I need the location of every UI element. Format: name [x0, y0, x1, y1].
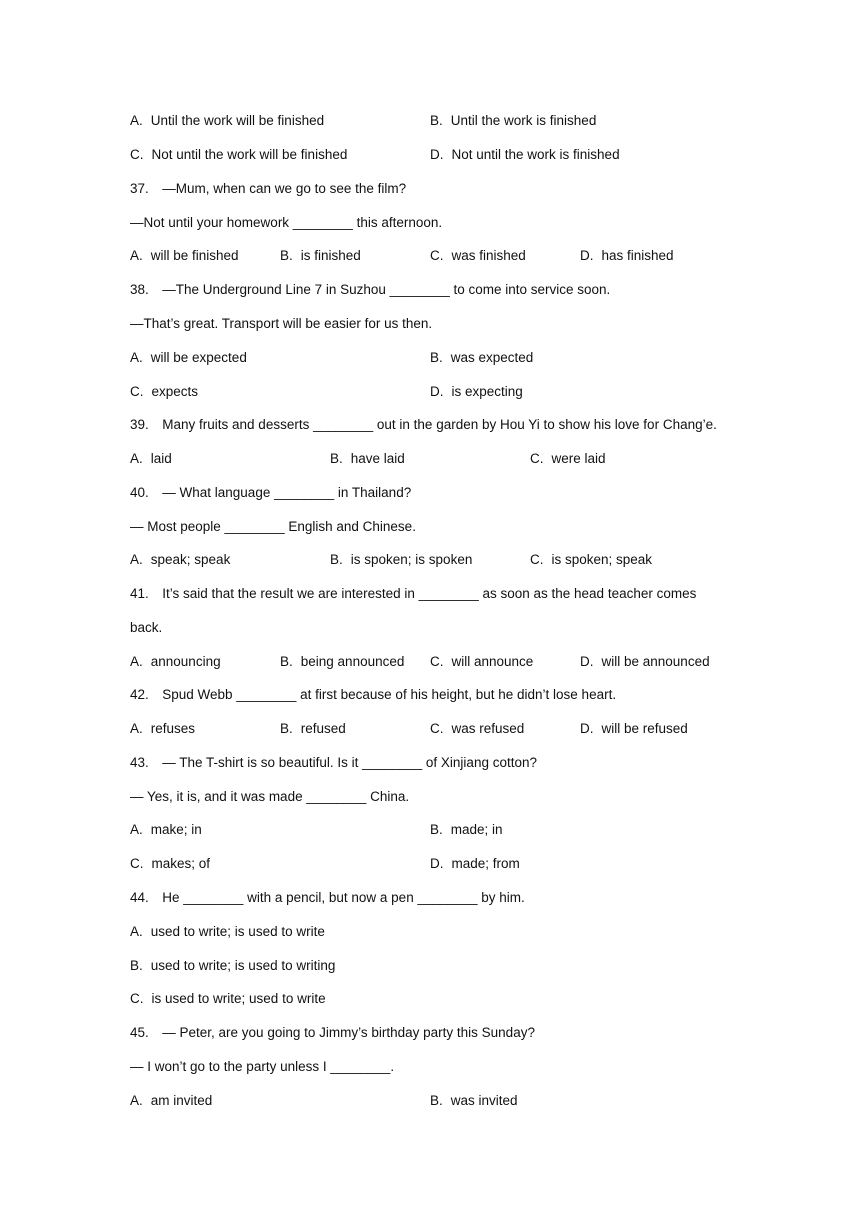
q42-option-c: [430, 720, 524, 738]
option-letter: B.: [130, 958, 143, 973]
option-text: was expected: [450, 350, 534, 365]
option-text: expects: [151, 384, 199, 399]
option-text: make; in: [150, 822, 202, 837]
option-letter: B.: [280, 721, 293, 736]
option-letter: D.: [430, 856, 444, 871]
option-text: is finished: [300, 248, 361, 263]
option-text: Until the work is finished: [450, 113, 597, 128]
option-letter: A.: [130, 350, 143, 365]
option-text: will be refused: [601, 721, 688, 736]
option-text: is used to write; used to write: [151, 991, 326, 1006]
q36-option-b: [430, 112, 596, 130]
q38-option-a: [130, 349, 247, 367]
option-text: announcing: [150, 654, 221, 669]
option-letter: C.: [130, 991, 144, 1006]
option-letter: C.: [130, 384, 144, 399]
q42-option-b: [280, 720, 346, 738]
option-letter: A.: [130, 924, 143, 939]
q45-option-b: [430, 1092, 518, 1110]
option-letter: C.: [430, 654, 444, 669]
option-letter: C.: [530, 451, 544, 466]
option-letter: A.: [130, 451, 143, 466]
q44-option-b: [130, 957, 335, 975]
option-text: will be finished: [150, 248, 239, 263]
option-text: used to write; is used to writing: [150, 958, 336, 973]
q39-option-b: [330, 450, 405, 468]
q45-option-a: [130, 1092, 212, 1110]
option-text: was finished: [451, 248, 526, 263]
option-text: was invited: [450, 1093, 518, 1108]
option-text: laid: [150, 451, 172, 466]
q41-option-b: [280, 653, 404, 671]
q43-stem: 43. — The T-shirt is so beautiful. Is it ________ of Xinjiang cotton?: [130, 755, 537, 770]
option-letter: B.: [430, 822, 443, 837]
option-letter: A.: [130, 822, 143, 837]
option-text: being announced: [300, 654, 405, 669]
option-letter: C.: [430, 248, 444, 263]
option-text: were laid: [551, 451, 606, 466]
option-letter: A.: [130, 654, 143, 669]
option-text: is spoken; speak: [551, 552, 653, 567]
option-letter: C.: [130, 856, 144, 871]
q37-option-a: [130, 247, 239, 265]
option-text: is spoken; is spoken: [350, 552, 473, 567]
q38-option-b: [430, 349, 533, 367]
option-text: was refused: [451, 721, 525, 736]
q37-stem-line-2: —Not until your homework ________ this afternoon.: [130, 215, 443, 230]
q43-stem-line-2: — Yes, it is, and it was made ________ China.: [130, 789, 410, 804]
option-text: am invited: [150, 1093, 213, 1108]
option-text: refuses: [150, 721, 196, 736]
option-text: refused: [300, 721, 346, 736]
q44-option-a: [130, 923, 325, 941]
option-letter: C.: [530, 552, 544, 567]
option-text: Until the work will be finished: [150, 113, 325, 128]
option-letter: B.: [330, 552, 343, 567]
q43-option-b: [430, 821, 503, 839]
option-letter: C.: [130, 147, 144, 162]
option-text: have laid: [350, 451, 405, 466]
option-text: made; in: [450, 822, 503, 837]
q37-option-d: [580, 247, 674, 265]
option-letter: C.: [430, 721, 444, 736]
option-text: used to write; is used to write: [150, 924, 325, 939]
q44-option-c: [130, 990, 326, 1008]
q43-option-d: [430, 855, 520, 873]
option-text: has finished: [601, 248, 674, 263]
option-text: is expecting: [451, 384, 523, 399]
option-letter: A.: [130, 248, 143, 263]
q43-option-c: [130, 855, 210, 873]
q38-stem: 38. —The Underground Line 7 in Suzhou ________ to come into service soon.: [130, 282, 611, 297]
option-letter: A.: [130, 1093, 143, 1108]
q44-stem: 44. He ________ with a pencil, but now a pen ________ by him.: [130, 890, 525, 905]
q37-stem: 37. —Mum, when can we go to see the film?: [130, 181, 407, 196]
q41-option-d: [580, 653, 710, 671]
option-letter: B.: [430, 350, 443, 365]
option-letter: A.: [130, 552, 143, 567]
q41-stem-line-2: back.: [130, 620, 163, 635]
option-letter: B.: [430, 1093, 443, 1108]
q45-stem: 45. — Peter, are you going to Jimmy’s birthday party this Sunday?: [130, 1025, 535, 1040]
q36-option-c: [130, 146, 347, 164]
q39-option-a: [130, 450, 172, 468]
option-letter: A.: [130, 721, 143, 736]
q42-stem: 42. Spud Webb ________ at first because of his height, but he didn’t lose heart.: [130, 687, 617, 702]
q41-stem: 41. It’s said that the result we are interested in ________ as soon as the head teacher comes: [130, 586, 697, 601]
q37-option-b: [280, 247, 361, 265]
q38-option-c: [130, 383, 198, 401]
q38-stem-line-2: —That’s great. Transport will be easier for us then.: [130, 316, 433, 331]
option-letter: D.: [580, 654, 594, 669]
option-letter: B.: [430, 113, 443, 128]
option-text: speak; speak: [150, 552, 231, 567]
option-letter: A.: [130, 113, 143, 128]
q41-option-c: [430, 653, 533, 671]
q42-option-d: [580, 720, 688, 738]
option-letter: B.: [280, 654, 293, 669]
q43-option-a: [130, 821, 202, 839]
option-text: made; from: [451, 856, 520, 871]
q42-option-a: [130, 720, 195, 738]
option-text: Not until the work will be finished: [151, 147, 348, 162]
q36-option-a: [130, 112, 324, 130]
q38-option-d: [430, 383, 523, 401]
option-text: will be announced: [601, 654, 710, 669]
q40-stem: 40. — What language ________ in Thailand?: [130, 485, 412, 500]
option-letter: D.: [430, 147, 444, 162]
q45-stem-line-2: — I won’t go to the party unless I ________.: [130, 1059, 395, 1074]
q41-option-a: [130, 653, 221, 671]
option-letter: D.: [430, 384, 444, 399]
q40-stem-line-2: — Most people ________ English and Chinese.: [130, 519, 416, 534]
q36-option-d: [430, 146, 620, 164]
option-text: will be expected: [150, 350, 247, 365]
q40-option-c: [530, 551, 652, 569]
q40-option-a: [130, 551, 230, 569]
option-text: Not until the work is finished: [451, 147, 620, 162]
option-text: will announce: [451, 654, 534, 669]
q39-option-c: [530, 450, 606, 468]
q37-option-c: [430, 247, 526, 265]
option-letter: D.: [580, 248, 594, 263]
option-letter: B.: [280, 248, 293, 263]
option-text: makes; of: [151, 856, 211, 871]
option-letter: B.: [330, 451, 343, 466]
q40-option-b: [330, 551, 472, 569]
q39-stem: 39. Many fruits and desserts ________ out in the garden by Hou Yi to show his love for Chang’e.: [130, 417, 717, 432]
option-letter: D.: [580, 721, 594, 736]
